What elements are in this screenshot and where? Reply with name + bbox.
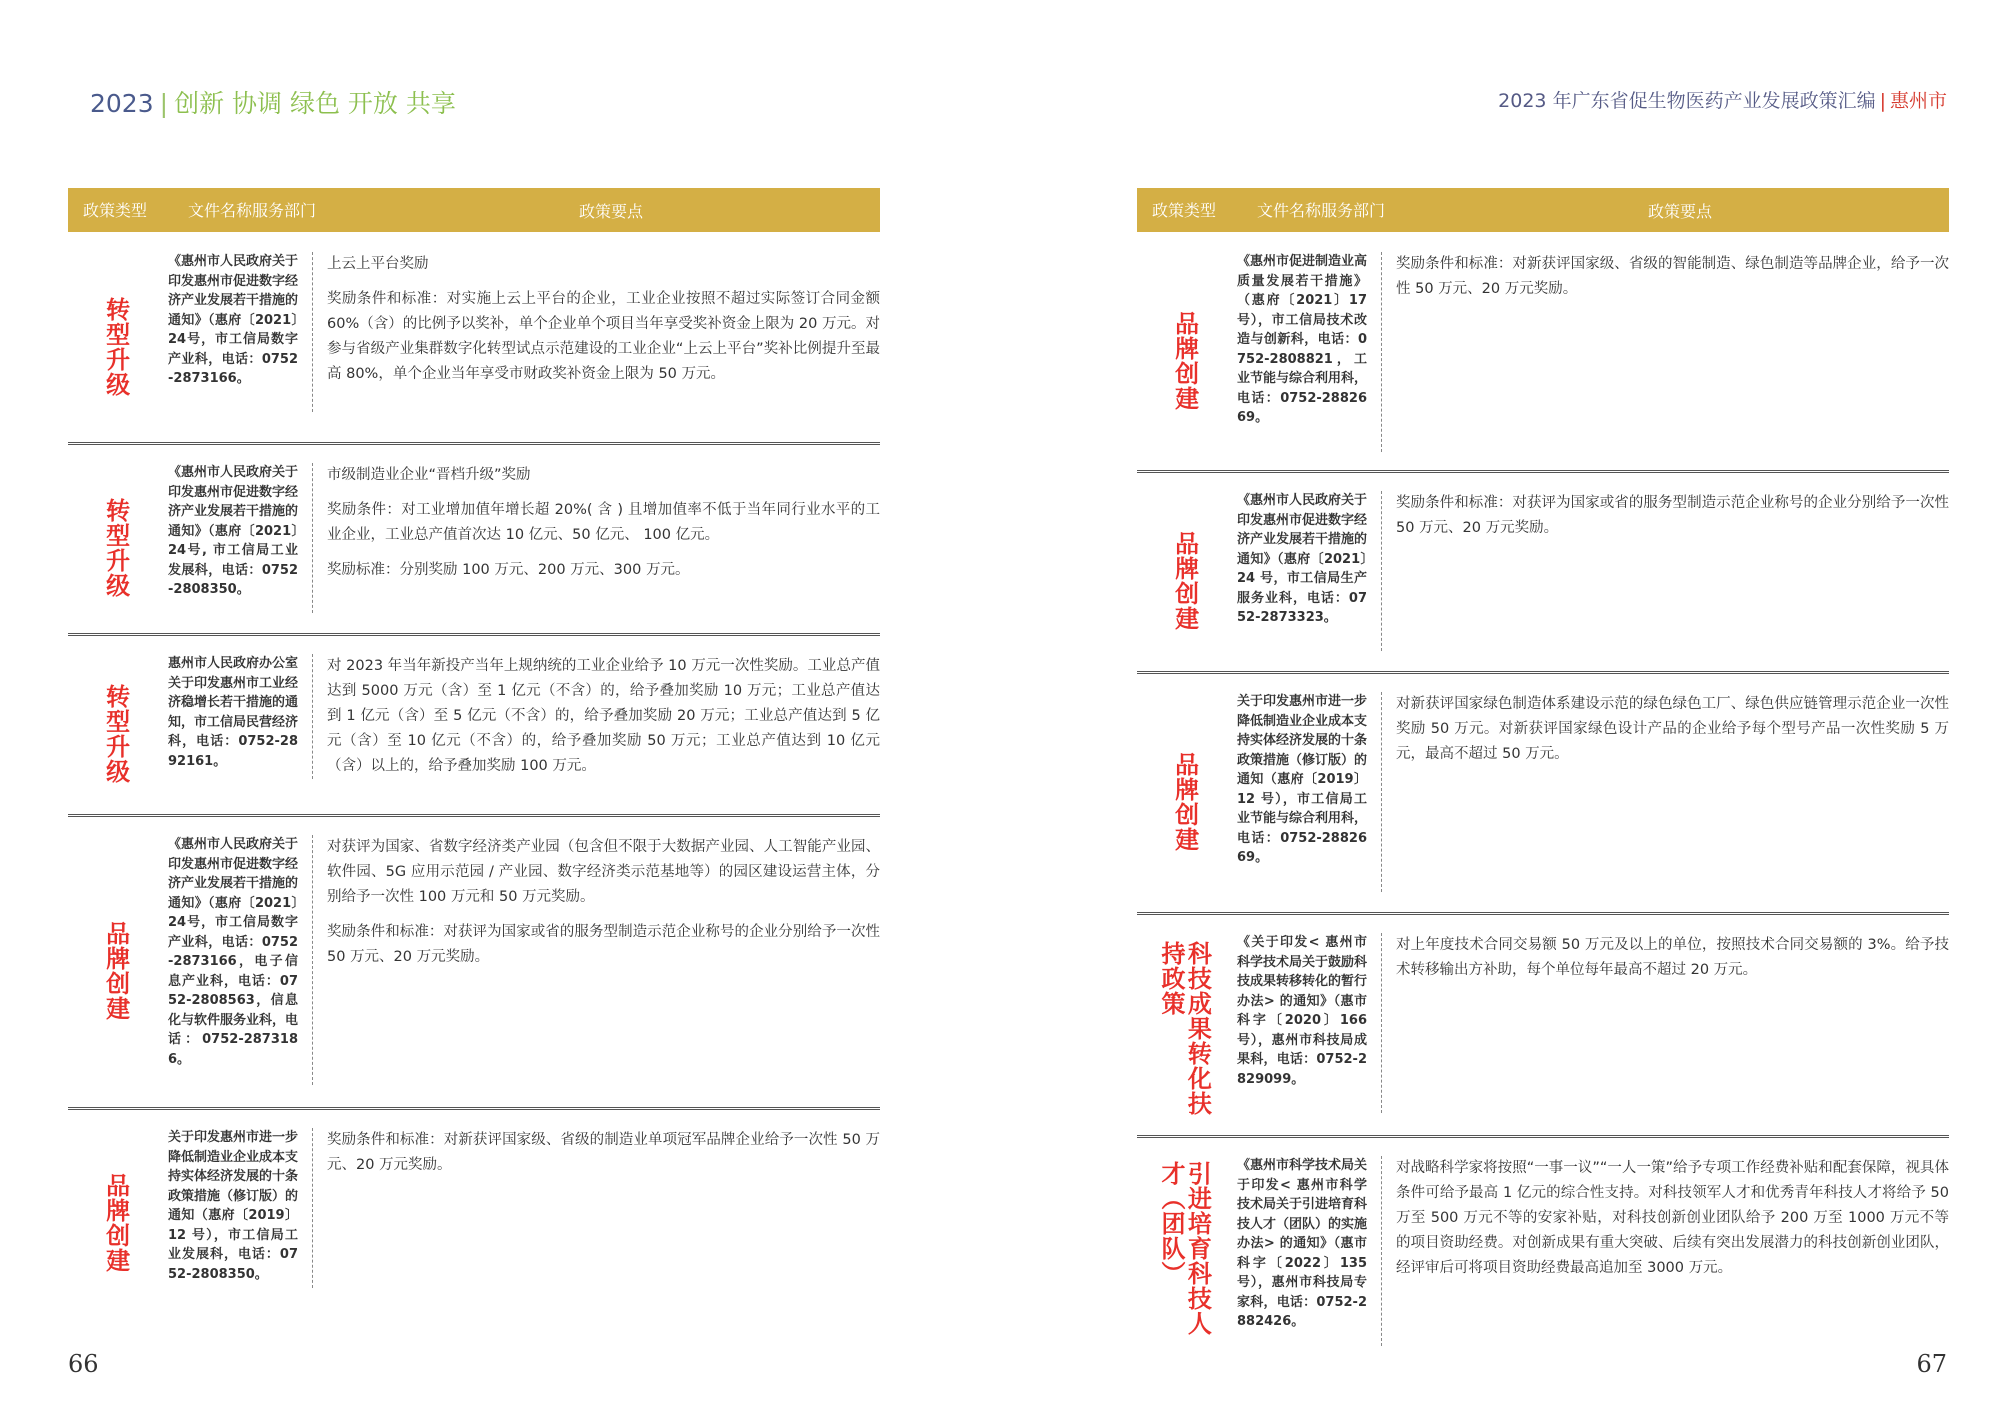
header-policy-points: 政策要点 xyxy=(578,201,643,221)
policy-type: 品牌创建 xyxy=(1170,752,1199,852)
file-name: 惠州市人民政府办公室关于印发惠州市工业经济稳增长若干措施的通知，市工信局民营经济科，电话：0752-2892161。 xyxy=(168,656,299,769)
left-page-table xyxy=(68,188,880,1318)
policy-type-cell xyxy=(68,654,162,814)
policy-text: 奖励条件和标准：对获评为国家或省的服务型制造示范企业称号的企业分别给予一次性 50 万元、20 万元奖励。 xyxy=(1396,495,1949,536)
header-title: 2023 年广东省促生物医药产业发展政策汇编 xyxy=(1498,90,1876,112)
policy-type: 品牌创建 xyxy=(1170,311,1199,411)
policy-points xyxy=(312,835,880,1085)
policy-text: 奖励标准：分别奖励 100 万元、200 万元、300 万元。 xyxy=(327,562,690,578)
policy-text: 对新获评国家绿色制造体系建设示范的绿色绿色工厂、绿色供应链管理示范企业一次性奖励 50 万元。对新获评国家绿色设计产品的企业给予每个型号产品一次性奖励 5 万元，最高不超过 50 万元。 xyxy=(1396,696,1950,762)
policy-type-cell xyxy=(68,463,162,633)
policy-points xyxy=(312,654,880,779)
policy-text: 奖励条件和标准：对新获评国家级、省级的制造业单项冠军品牌企业给予一次性 50 万元、20 万元奖励。 xyxy=(327,1132,880,1173)
table-row xyxy=(68,232,880,445)
policy-type: 引进培育科技人才（团队） xyxy=(1157,1161,1212,1336)
policy-points xyxy=(1381,491,1949,651)
header-separator: | xyxy=(1879,90,1886,112)
header-file-name: 文件名称服务部门 xyxy=(1256,200,1385,220)
page-header-left xyxy=(90,84,456,120)
policy-type: 品牌创建 xyxy=(1170,531,1199,631)
policy-type-cell xyxy=(68,1128,162,1318)
policy-text: 对获评为国家、省数字经济类产业园（包含但不限于大数据产业园、人工智能产业园、软件园、5G 应用示范园 / 产业园、数字经济类示范基地等）的园区建设运营主体，分别给予一次性 100 万元和 50 万元奖励。 xyxy=(327,839,880,905)
header-slogan: 创新 协调 绿色 开放 共享 xyxy=(174,89,456,118)
policy-text: 奖励条件和标准：对新获评国家级、省级的智能制造、绿色制造等品牌企业，给予一次性 50 万元、20 万元奖励。 xyxy=(1396,256,1949,297)
table-header xyxy=(68,188,880,232)
header-file-name: 文件名称服务部门 xyxy=(187,200,316,220)
policy-type: 品牌创建 xyxy=(101,921,130,1021)
table-row xyxy=(68,636,880,817)
file-name: 《惠州市促进制造业高质量发展若干措施》（惠府〔2021〕17 号），市工信局技术改造与创新科，电话：0752-2808821，工业节能与综合利用科，电话：0752-2882669。 xyxy=(1237,254,1368,425)
policy-points xyxy=(312,1128,880,1288)
policy-type-cell xyxy=(1137,1156,1231,1346)
file-name: 《惠州市人民政府关于印发惠州市促进数字经济产业发展若干措施的通知》（惠府〔2021〕24 号，市工信局生产服务业科，电话：0752-2873323。 xyxy=(1237,493,1368,625)
file-name: 关于印发惠州市进一步降低制造业企业成本支持实体经济发展的十条政策措施（修订版）的通知（惠府〔2019〕12 号），市工信局工业发展科，电话：0752-2808350。 xyxy=(168,1130,299,1282)
page-number-right: 67 xyxy=(1916,1350,1947,1378)
header-policy-points: 政策要点 xyxy=(1647,201,1712,221)
header-city: 惠州市 xyxy=(1889,90,1947,112)
policy-points xyxy=(1381,1156,1949,1346)
file-name: 《惠州市人民政府关于印发惠州市促进数字经济产业发展若干措施的通知》（惠府〔2021〕24号, 市工信局工业发展科，电话：0752-2808350。 xyxy=(168,465,299,597)
right-page-table xyxy=(1137,188,1949,1361)
table-row xyxy=(1137,1138,1949,1361)
policy-type-cell xyxy=(1137,933,1231,1123)
table-row xyxy=(1137,232,1949,473)
table-row xyxy=(1137,915,1949,1138)
policy-text: 对上年度技术合同交易额 50 万元及以上的单位，按照技术合同交易额的 3%。给予技术转移输出方补助，每个单位每年最高不超过 20 万元。 xyxy=(1396,937,1949,978)
file-name: 关于印发惠州市进一步降低制造业企业成本支持实体经济发展的十条政策措施（修订版）的通知（惠府〔2019〕12 号），市工信局工业节能与综合利用科，电话：0752-2882669。 xyxy=(1237,694,1368,865)
policy-type-cell xyxy=(1137,252,1231,470)
policy-points xyxy=(1381,933,1949,1113)
policy-text: 奖励条件：对工业增加值年增长超 20%( 含 ) 且增加值率不低于当年同行业水平的工业企业，工业总产值首次达 10 亿元、50 亿元、 100 亿元。 xyxy=(327,502,880,543)
header-policy-type: 政策类型 xyxy=(1151,200,1216,220)
policy-type: 转型升级 xyxy=(101,297,130,397)
header-separator: | xyxy=(159,89,169,118)
policy-type: 品牌创建 xyxy=(101,1173,130,1273)
table-row xyxy=(68,1110,880,1318)
table-row xyxy=(1137,674,1949,915)
policy-text: 奖励条件和标准：对获评为国家或省的服务型制造示范企业称号的企业分别给予一次性 50 万元、20 万元奖励。 xyxy=(327,924,880,965)
policy-type: 科技成果转化扶持政策 xyxy=(1157,940,1212,1116)
policy-text: 市级制造业企业“晋档升级”奖励 xyxy=(327,467,531,483)
policy-type-cell xyxy=(1137,692,1231,912)
policy-type-cell xyxy=(68,252,162,442)
table-row xyxy=(68,445,880,636)
table-row xyxy=(68,817,880,1110)
policy-text: 对战略科学家将按照“一事一议”“一人一策”给予专项工作经费补贴和配套保障，视具体条件可给予最高 1 亿元的综合性支持。对科技领军人才和优秀青年科技人才将给予 50 万至 500 万元不等的安家补贴，对科技创新创业团队给予 200 万至 1000 万元不等的项目资助经费。对创新成果有重大突破、后续有突出发展潜力的科技创新创业团队，经评审后可将项目资助经费最高追加至 3000 万元。 xyxy=(1396,1160,1949,1276)
policy-text: 奖励条件和标准：对实施上云上平台的企业，工业企业按照不超过实际签订合同金额 60%（含）的比例予以奖补，单个企业单个项目当年享受奖补资金上限为 20 万元。对参与省级产业集群数字化转型试点示范建设的工业企业“上云上平台”奖补比例提升至最高 80%，单个企业当年享受市财政奖补资金上限为 50 万元。 xyxy=(327,291,880,382)
policy-points xyxy=(1381,252,1949,452)
header-year: 2023 xyxy=(90,89,154,118)
header-policy-type: 政策类型 xyxy=(82,200,147,220)
policy-type-cell xyxy=(1137,491,1231,671)
file-name: 《惠州市科学技术局关于印发< 惠州市科学技术局关于引进培育科技人才（团队）的实施办法> 的通知》（惠市科字〔2022〕135 号），惠州市科技局专家科，电话：0752-2882426。 xyxy=(1237,1158,1368,1329)
table-row xyxy=(1137,473,1949,674)
file-name: 《惠州市人民政府关于印发惠州市促进数字经济产业发展若干措施的通知》（惠府〔2021〕24号，市工信局数字产业科，电话：0752-2873166，电子信息产业科，电话：0752-2808563，信息化与软件服务业科，电话：0752-2873186。 xyxy=(168,837,299,1067)
policy-type: 转型升级 xyxy=(101,684,130,784)
policy-text: 上云上平台奖励 xyxy=(327,256,429,272)
file-name: 《关于印发< 惠州市科学技术局关于鼓励科技成果转移转化的暂行办法> 的通知》（惠市科字〔2020〕166 号），惠州市科技局成果科，电话：0752-2829099。 xyxy=(1237,935,1368,1087)
table-header xyxy=(1137,188,1949,232)
file-name: 《惠州市人民政府关于印发惠州市促进数字经济产业发展若干措施的通知》（惠府〔2021〕24号，市工信局数字产业科，电话：0752-2873166。 xyxy=(168,254,299,386)
page-number-left: 66 xyxy=(68,1350,99,1378)
policy-points xyxy=(1381,692,1949,892)
policy-type: 转型升级 xyxy=(101,498,130,598)
policy-text: 对 2023 年当年新投产当年上规纳统的工业企业给予 10 万元一次性奖励。工业总产值达到 5000 万元（含）至 1 亿元（不含）的，给予叠加奖励 10 万元；工业总产值达到 1 亿元（含）至 5 亿元（不含）的，给予叠加奖励 20 万元；工业总产值达到 5 亿元（含）至 10 亿元（不含）的，给予叠加奖励 50 万元；工业总产值达到 10 亿元（含）以上的，给予叠加奖励 100 万元。 xyxy=(327,658,880,774)
page-header-right xyxy=(1498,86,1947,113)
policy-type-cell xyxy=(68,835,162,1107)
policy-points xyxy=(312,252,880,412)
policy-points xyxy=(312,463,880,613)
